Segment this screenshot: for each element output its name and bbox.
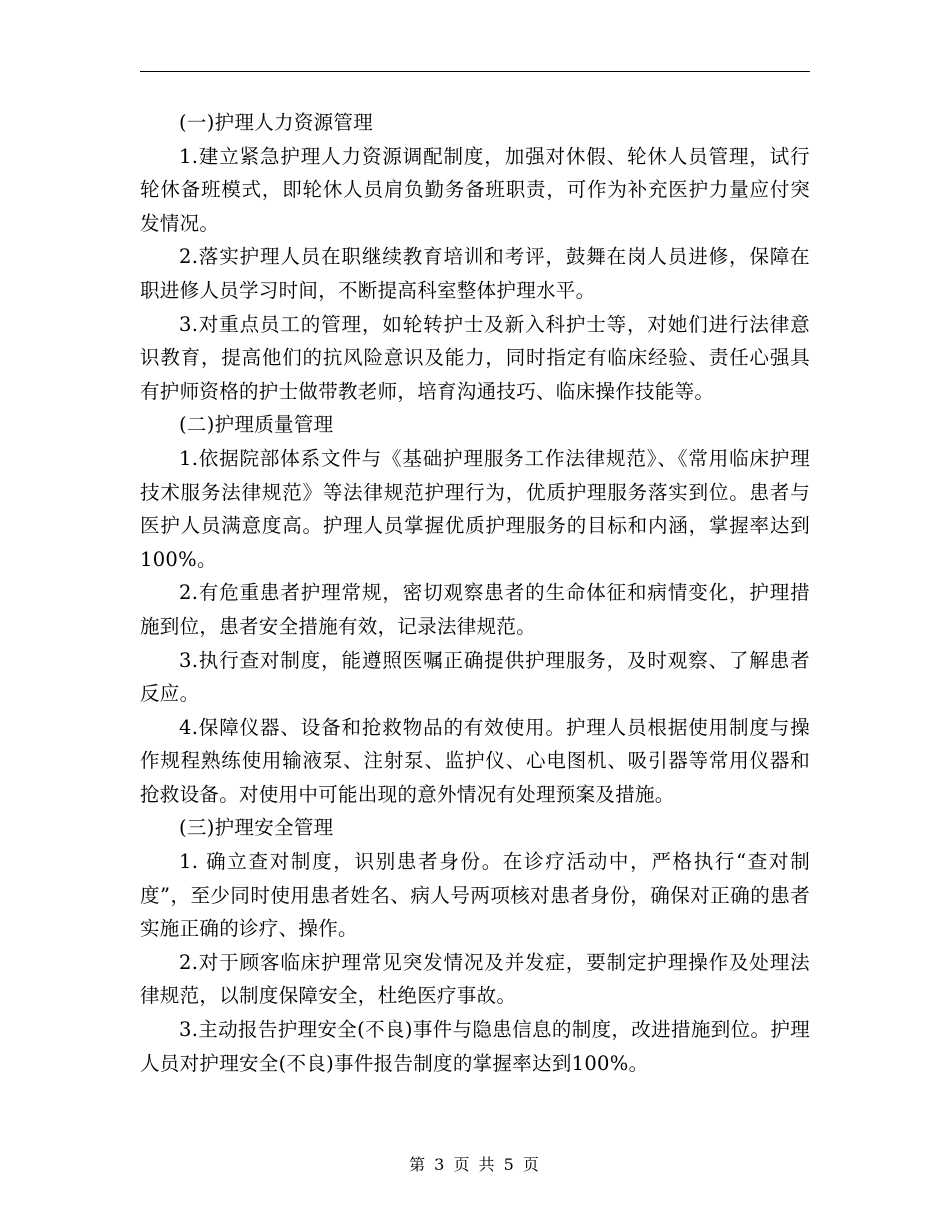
paragraph: 3.对重点员工的管理，如轮转护士及新入科护士等，对她们进行法律意识教育，提高他们的抗风险意识及能力，同时指定有临床经验、责任心强具有护师资格的护士做带教老师，培育沟通技巧、临床操作技能等。 (140, 312, 810, 403)
section-heading-human-resources: (一)护理人力资源管理 (179, 111, 374, 134)
paragraph: 2.有危重患者护理常规，密切观察患者的生命体征和病情变化，护理措施到位，患者安全措施有效，记录法律规范。 (140, 581, 810, 638)
section-heading-safety: (三)护理安全管理 (179, 816, 334, 840)
paragraph: 3.执行查对制度，能遵照医嘱正确提供护理服务，及时观察、了解患者反应。 (140, 648, 810, 706)
paragraph: 1.建立紧急护理人力资源调配制度，加强对休假、轮休人员管理，试行轮休备班模式，即轮休人员肩负勤务备班职责，可作为补充医护力量应付突发情况。 (140, 144, 810, 235)
paragraph: 1. 确立查对制度，识别患者身份。在诊疗活动中，严格执行“查对制度”，至少同时使用患者姓名、病人号两项核对患者身份，确保对正确的患者实施正确的诊疗、操作。 (140, 850, 810, 941)
page-footer: 第 3 页 共 5 页 (409, 1155, 541, 1174)
paragraph: 4.保障仪器、设备和抢救物品的有效使用。护理人员根据使用制度与操作规程熟练使用输液泵、注射泵、监护仪、心电图机、吸引器等常用仪器和抢救设备。对使用中可能出现的意外情况有处理预案及措施。 (140, 715, 810, 806)
paragraph: 3.主动报告护理安全(不良)事件与隐患信息的制度，改进措施到位。护理人员对护理安全(不良)事件报告制度的掌握率达到100%。 (140, 1018, 810, 1075)
header-rule (140, 71, 810, 72)
section-heading-quality: (二)护理质量管理 (179, 413, 334, 437)
paragraph: 2.落实护理人员在职继续教育培训和考评，鼓舞在岗人员进修，保障在职进修人员学习时间，不断提高科室整体护理水平。 (140, 245, 810, 302)
paragraph: 1.依据院部体系文件与《基础护理服务工作法律规范》、《常用临床护理技术服务法律规范》等法律规范护理行为，优质护理服务落实到位。患者与医护人员满意度高。护理人员掌握优质护理服务的目标和内涵，掌握率达到100%。 (140, 446, 810, 571)
document-body (140, 106, 810, 1080)
paragraph: 2.对于顾客临床护理常见突发情况及并发症，要制定护理操作及处理法律规范，以制度保障安全，杜绝医疗事故。 (140, 950, 810, 1008)
